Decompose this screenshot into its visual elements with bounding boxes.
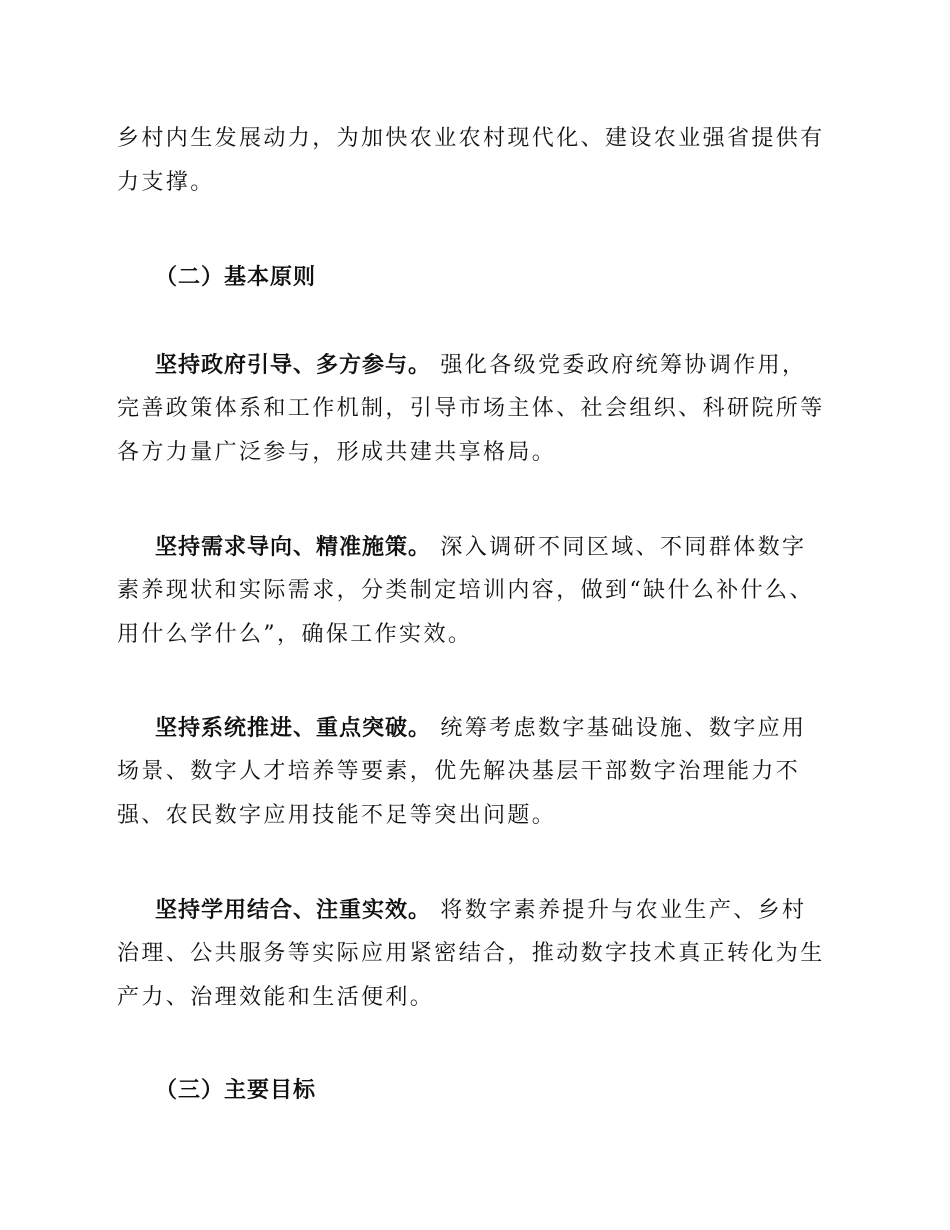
principle-4-line-2: 治理、公共服务等实际应用紧密结合，推动数字技术真正转化为生 bbox=[117, 941, 825, 966]
principle-3-first-line bbox=[155, 713, 837, 744]
section-heading-main-goals: （三）主要目标 bbox=[155, 1077, 317, 1103]
principle-3-title: 坚持系统推进、重点突破。 bbox=[155, 715, 432, 741]
principle-4-text: 将数字素养提升与农业生产、乡村 bbox=[440, 898, 807, 923]
intro-line-1: 乡村内生发展动力，为加快农业农村现代化、建设农业强省提供有 bbox=[117, 126, 825, 151]
principle-2-first-line bbox=[155, 532, 837, 563]
principle-2-line-3: 用什么学什么”，确保工作实效。 bbox=[117, 622, 473, 647]
principle-1-first-line bbox=[155, 350, 837, 381]
principle-1-text: 强化各级党委政府统筹协调作用， bbox=[440, 353, 807, 378]
principle-1-title: 坚持政府引导、多方参与。 bbox=[155, 352, 432, 378]
principle-2-line-2: 素养现状和实际需求，分类制定培训内容，做到“缺什么补什么、 bbox=[117, 578, 814, 603]
principle-2-title: 坚持需求导向、精准施策。 bbox=[155, 534, 432, 560]
principle-3-line-2: 场景、数字人才培养等要素，优先解决基层干部数字治理能力不 bbox=[117, 759, 801, 784]
principle-3-line-3: 强、农民数字应用技能不足等突出问题。 bbox=[117, 803, 557, 828]
principle-2-text: 深入调研不同区域、不同群体数字 bbox=[440, 535, 807, 560]
principle-1-line-3: 各方力量广泛参与，形成共建共享格局。 bbox=[117, 440, 557, 465]
principle-4-title: 坚持学用结合、注重实效。 bbox=[155, 897, 432, 923]
principle-4-line-3: 产力、治理效能和生活便利。 bbox=[117, 985, 435, 1010]
principle-4-first-line bbox=[155, 895, 837, 926]
intro-line-2: 力支撑。 bbox=[117, 170, 215, 195]
section-heading-basic-principles: （二）基本原则 bbox=[155, 264, 317, 290]
principle-1-line-2: 完善政策体系和工作机制，引导市场主体、社会组织、科研院所等 bbox=[117, 396, 825, 421]
principle-3-text: 统筹考虑数字基础设施、数字应用 bbox=[440, 716, 807, 741]
